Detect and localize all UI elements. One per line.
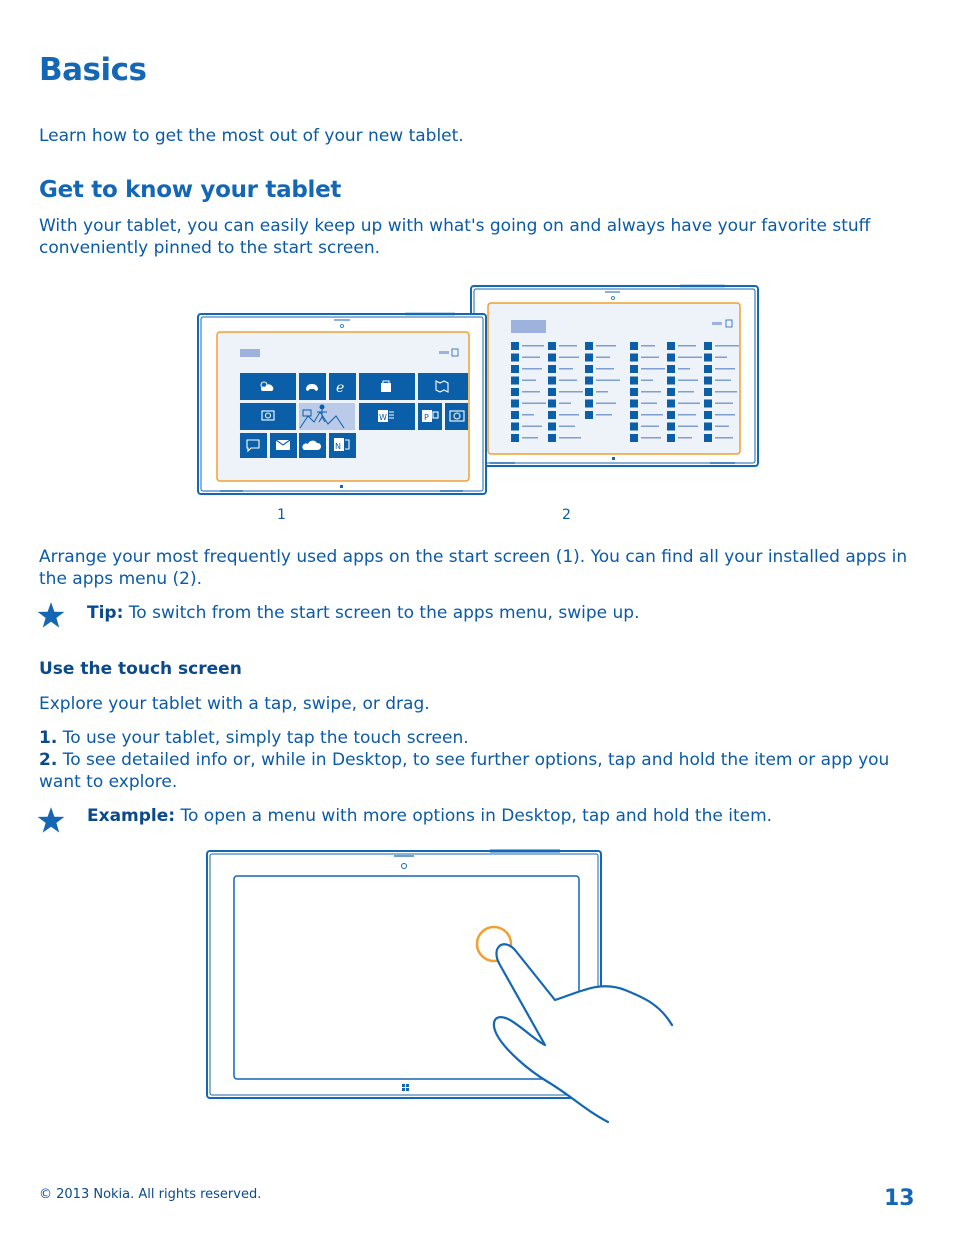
- app-label-line: [678, 391, 694, 393]
- subsection-title: Use the touch screen: [39, 659, 242, 679]
- page-number: 13: [884, 1186, 915, 1211]
- section-text: With your tablet, you can easily keep up with what's going on and always have your favorite stuff conveniently pinned to the start screen.: [39, 216, 871, 258]
- app-label-line: [522, 414, 534, 416]
- app-label-line: [522, 437, 538, 439]
- footer-copyright: © 2013 Nokia. All rights reserved.: [39, 1187, 262, 1202]
- app-icon-square: [585, 365, 593, 373]
- step-2: [39, 749, 919, 793]
- app-label-line: [715, 345, 739, 347]
- app-icon-square: [548, 434, 556, 442]
- app-label-line: [596, 403, 616, 405]
- figure-caption-1: 1: [277, 507, 286, 523]
- app-label-line: [522, 391, 540, 393]
- app-label-line: [678, 380, 698, 382]
- tip-body: To switch from the start screen to the apps menu, swipe up.: [123, 603, 640, 623]
- app-label-line: [522, 380, 536, 382]
- app-label-line: [559, 357, 579, 359]
- app-icon-square: [630, 400, 638, 408]
- app-label-line: [678, 403, 700, 405]
- app-icon-square: [667, 354, 675, 362]
- step-1-text: To use your tablet, simply tap the touch screen.: [57, 728, 469, 748]
- app-icon-square: [548, 354, 556, 362]
- app-label-line: [522, 368, 542, 370]
- app-icon-square: [667, 423, 675, 431]
- app-icon-square: [667, 365, 675, 373]
- app-label-line: [641, 414, 663, 416]
- app-icon-square: [585, 354, 593, 362]
- app-icon-square: [704, 377, 712, 385]
- app-label-line: [559, 368, 573, 370]
- mail-icon: [276, 440, 290, 450]
- app-icon-square: [704, 411, 712, 419]
- app-icon-square: [704, 434, 712, 442]
- app-icon-square: [548, 400, 556, 408]
- app-label-line: [641, 380, 653, 382]
- tip-text: [87, 602, 927, 624]
- app-icon-square: [548, 411, 556, 419]
- internet-explorer-icon: [336, 380, 344, 396]
- app-icon-square: [511, 400, 519, 408]
- svg-text:N: N: [335, 442, 341, 451]
- step-1-number: 1.: [39, 728, 58, 748]
- app-icon-square: [511, 377, 519, 385]
- app-label-line: [678, 414, 696, 416]
- svg-text:e: e: [336, 380, 345, 396]
- app-icon-square: [511, 388, 519, 396]
- app-icon-square: [630, 434, 638, 442]
- app-label-line: [678, 357, 702, 359]
- tablet-start-screen: [198, 314, 486, 494]
- app-label-line: [715, 380, 731, 382]
- app-icon-square: [630, 411, 638, 419]
- app-icon-square: [704, 388, 712, 396]
- app-icon-square: [667, 342, 675, 350]
- app-icon-square: [667, 411, 675, 419]
- arrange-text: Arrange your most frequently used apps on the start screen (1). You can find all your installed apps in the apps menu (2).: [39, 547, 908, 589]
- app-icon-square: [548, 377, 556, 385]
- app-label-line: [559, 426, 575, 428]
- app-label-line: [641, 368, 665, 370]
- app-label-line: [596, 357, 610, 359]
- app-icon-square: [585, 342, 593, 350]
- step-2-number: 2.: [39, 750, 58, 770]
- app-label-line: [596, 368, 614, 370]
- app-label-line: [641, 437, 661, 439]
- app-label-line: [596, 380, 620, 382]
- touch-intro: Explore your tablet with a tap, swipe, or drag.: [39, 694, 430, 714]
- star-icon: [37, 806, 65, 834]
- tap-figure: [0, 840, 954, 1140]
- app-icon-square: [704, 400, 712, 408]
- app-icon-square: [667, 377, 675, 385]
- page-title: Basics: [39, 52, 147, 88]
- app-icon-square: [585, 377, 593, 385]
- app-label-line: [715, 414, 735, 416]
- app-icon-square: [704, 423, 712, 431]
- app-label-line: [715, 437, 733, 439]
- step-1: [39, 727, 919, 749]
- app-icon-square: [548, 423, 556, 431]
- app-label-line: [559, 391, 583, 393]
- app-icon-square: [548, 342, 556, 350]
- app-label-line: [641, 403, 657, 405]
- app-icon-square: [585, 388, 593, 396]
- app-label-line: [678, 426, 698, 428]
- app-label-line: [559, 403, 571, 405]
- app-icon-square: [704, 354, 712, 362]
- app-label-line: [715, 368, 735, 370]
- app-label-line: [678, 345, 696, 347]
- app-label-line: [641, 357, 659, 359]
- app-icon-square: [548, 388, 556, 396]
- example-label: Example:: [87, 806, 176, 826]
- app-label-line: [596, 414, 612, 416]
- app-label-line: [641, 345, 655, 347]
- app-label-line: [596, 345, 616, 347]
- app-icon-square: [511, 411, 519, 419]
- example-text: [87, 805, 927, 827]
- app-label-line: [559, 414, 579, 416]
- app-icon-square: [548, 365, 556, 373]
- app-icon-square: [630, 388, 638, 396]
- intro-text: Learn how to get the most out of your new tablet.: [39, 126, 464, 146]
- app-icon-square: [704, 365, 712, 373]
- tip-label: Tip:: [87, 603, 124, 623]
- step-2-text: To see detailed info or, while in Desktop, to see further options, tap and hold the item or app you want to explore.: [39, 750, 890, 792]
- app-icon-square: [585, 411, 593, 419]
- app-label-line: [559, 437, 581, 439]
- app-icon-square: [511, 365, 519, 373]
- app-label-line: [715, 357, 727, 359]
- app-label-line: [715, 391, 737, 393]
- app-icon-square: [511, 342, 519, 350]
- app-icon-square: [511, 434, 519, 442]
- app-label-line: [715, 403, 733, 405]
- svg-text:W: W: [379, 413, 387, 422]
- app-icon-square: [630, 377, 638, 385]
- app-icon-square: [511, 354, 519, 362]
- app-icon-square: [630, 342, 638, 350]
- app-label-line: [522, 403, 546, 405]
- app-label-line: [678, 437, 692, 439]
- app-label-line: [559, 345, 577, 347]
- app-icon-square: [630, 365, 638, 373]
- app-label-line: [559, 380, 577, 382]
- app-icon-square: [585, 400, 593, 408]
- app-label-line: [678, 368, 690, 370]
- app-label-line: [522, 357, 540, 359]
- app-icon-square: [667, 388, 675, 396]
- example-body: To open a menu with more options in Desktop, tap and hold the item.: [175, 806, 773, 826]
- steps-list: [39, 727, 919, 793]
- app-icon-square: [630, 423, 638, 431]
- app-label-line: [522, 426, 542, 428]
- app-icon-square: [630, 354, 638, 362]
- app-icon-square: [704, 342, 712, 350]
- app-label-line: [641, 426, 659, 428]
- svg-text:P: P: [424, 413, 429, 422]
- app-label-line: [641, 391, 661, 393]
- tablet-apps-menu: [471, 286, 758, 466]
- section-title: Get to know your tablet: [39, 177, 342, 203]
- app-icon-square: [511, 423, 519, 431]
- app-icon-square: [667, 434, 675, 442]
- app-label-line: [715, 426, 729, 428]
- star-icon: [37, 601, 65, 629]
- figure-caption-2: 2: [562, 507, 571, 523]
- app-label-line: [522, 345, 544, 347]
- tablets-figure: [0, 0, 954, 540]
- app-icon-square: [667, 400, 675, 408]
- app-label-line: [596, 391, 608, 393]
